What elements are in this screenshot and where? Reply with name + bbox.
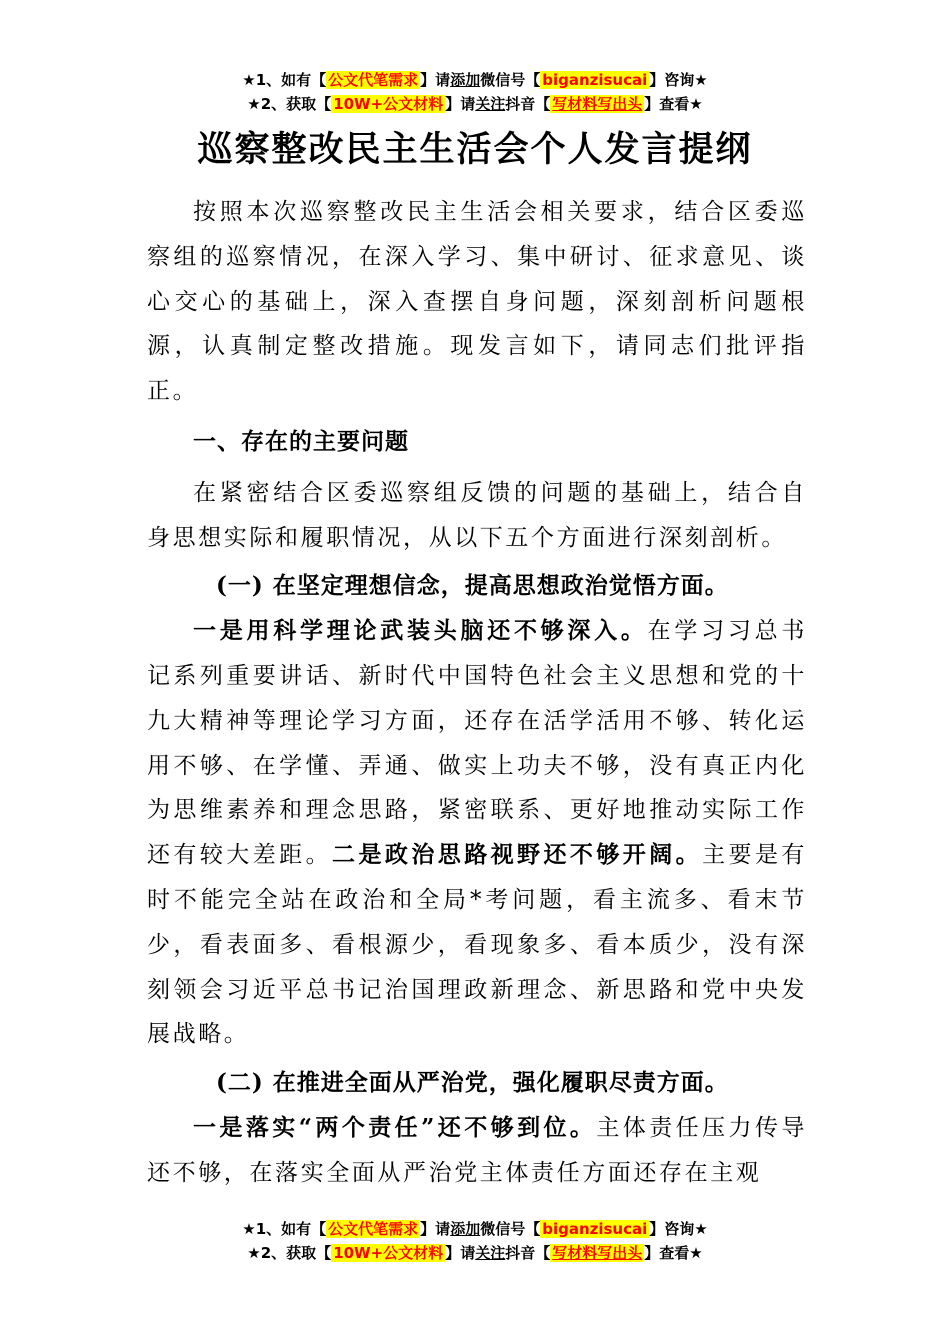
promo-text: 微信号【	[480, 71, 541, 89]
promo-text: 】请	[420, 71, 451, 89]
promo-text: ★1、如有【	[242, 71, 327, 89]
promo-text: ★1、如有【	[242, 1220, 327, 1238]
promo-line-1	[0, 69, 950, 93]
subsection-heading: (一) 在坚定理想信念，提高思想政治觉悟方面。	[216, 572, 729, 600]
promo-text: 微信号【	[480, 1220, 541, 1238]
promo-text: ★2、获取【	[247, 95, 332, 113]
promo-line-2	[0, 1242, 950, 1266]
promo-text: 】请	[420, 1220, 451, 1238]
promo-text: 】请	[445, 1244, 476, 1262]
promo-line-1	[0, 1218, 950, 1242]
promo-text: 】咨询★	[649, 71, 708, 89]
promo-highlight: 公文代笔需求	[328, 71, 419, 89]
promo-underlined: 添加	[450, 1220, 481, 1238]
promo-text: 】咨询★	[649, 1220, 708, 1238]
point-text: 主体责任压力传导还不够，在落实全面从严治党主体责任方面还存在主观	[147, 1114, 807, 1186]
intro-paragraph: 按照本次巡察整改民主生活会相关要求，结合区委巡察组的巡察情况，在深入学习、集中研讨、征求意见、谈心交心的基础上，深入查摆自身问题，深刻剖析问题根源，认真制定整改措施。现发言如下，请同志们批评指正。	[147, 199, 807, 405]
promo-highlight: 10W+公文材料	[333, 1244, 444, 1262]
point-lead: 一是用科学理论武装头脑还不够深入。	[193, 617, 648, 645]
promo-text: 】查看★	[644, 1244, 703, 1262]
section-heading: 一、存在的主要问题	[193, 428, 409, 455]
point-lead: 二是政治思路视野还不够开阔。	[332, 841, 703, 869]
document-title: 巡察整改民主生活会个人发言提纲	[197, 129, 753, 170]
subsection-heading: (二) 在推进全面从严治党，强化履职尽责方面。	[216, 1069, 729, 1097]
promo-text: 】请	[445, 95, 476, 113]
point-lead: 一是落实“两个责任”还不够到位。	[193, 1113, 597, 1141]
section-intro-paragraph: 在紧密结合区委巡察组反馈的问题的基础上，结合自身思想实际和履职情况，从以下五个方面进行深刻剖析。	[147, 479, 807, 551]
promo-text: ★2、获取【	[247, 1244, 332, 1262]
promo-banner-top	[0, 69, 950, 117]
promo-line-2	[0, 93, 950, 117]
promo-underlined: 添加	[450, 71, 481, 89]
promo-text: 抖音【	[505, 95, 551, 113]
promo-highlight: 写材料写出头	[552, 95, 643, 113]
promo-underlined: 关注	[475, 1244, 506, 1262]
promo-underlined: 关注	[475, 95, 506, 113]
document-body	[147, 190, 807, 1196]
body-paragraph	[147, 1106, 807, 1196]
promo-highlight: 写材料写出头	[552, 1244, 643, 1262]
promo-highlight: biganzisucai	[542, 71, 648, 89]
point-text: 在学习习总书记系列重要讲话、新时代中国特色社会主义思想和党的十九大精神等理论学习方面，还存在活学活用不够、转化运用不够、在学懂、弄通、做实上功夫不够，没有真正内化为思维素养和理念思路，紧密联系、更好地推动实际工作还有较大差距。	[147, 618, 807, 869]
promo-highlight: 公文代笔需求	[328, 1220, 419, 1238]
promo-banner-bottom	[0, 1218, 950, 1266]
promo-highlight: biganzisucai	[542, 1220, 648, 1238]
promo-text: 抖音【	[505, 1244, 551, 1262]
point-text: 主要是有时不能完全站在政治和全局*考问题，看主流多、看末节少，看表面多、看根源少，看现象多、看本质少，没有深刻领会习近平总书记治国理政新理念、新思路和党中央发展战略。	[147, 842, 807, 1048]
promo-highlight: 10W+公文材料	[333, 95, 444, 113]
body-paragraph	[147, 609, 807, 1057]
promo-text: 】查看★	[644, 95, 703, 113]
